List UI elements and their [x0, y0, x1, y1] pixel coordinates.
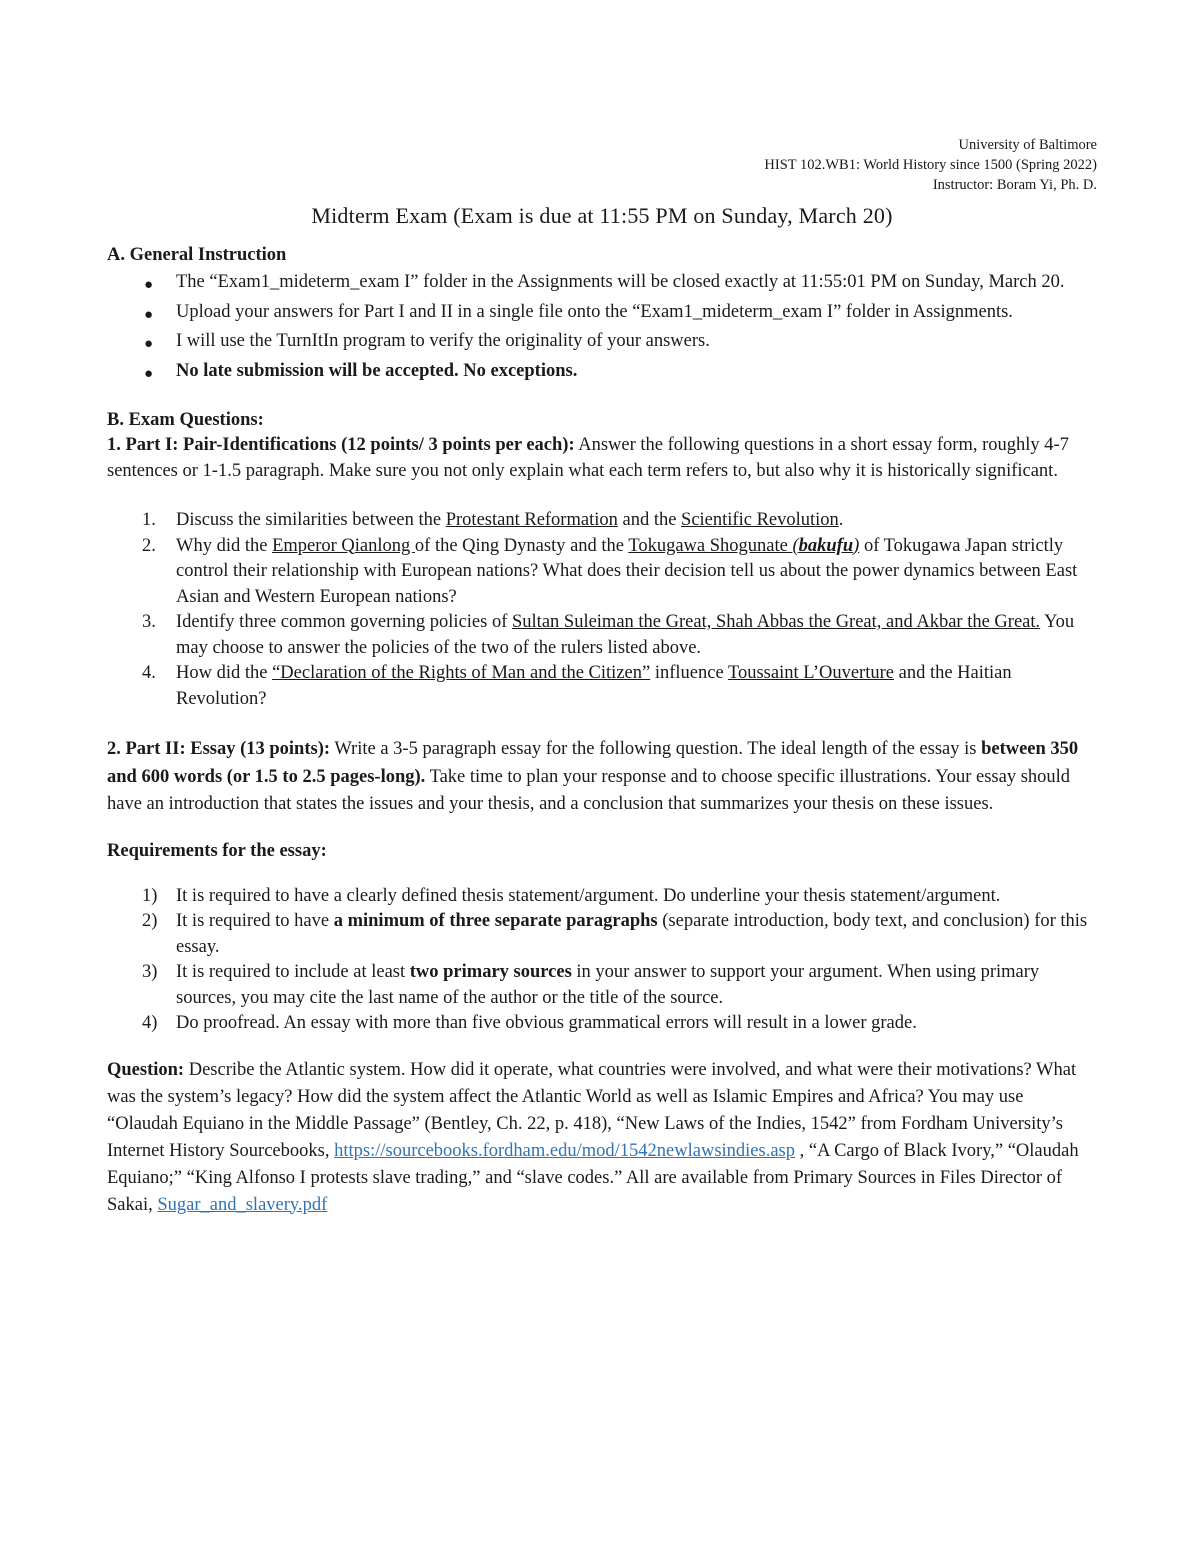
instruction-list [107, 270, 1097, 384]
course-name: HIST 102.WB1: World History since 1500 (Spring 2022) [764, 157, 1097, 173]
part1-question-list [107, 508, 1097, 712]
sugar-and-slavery-link[interactable]: Sugar_and_slavery.pdf [157, 1194, 328, 1215]
list-item: 3) It is required to include at least two primary sources in your answer to support your argument. When using primary sources, you may cite the last name of the author or the title of the source. [142, 962, 1040, 1008]
part1-instructions: 1. Part I: Pair-Identifications (12 points/ 3 points per each): Answer the following questions in a short essay form, roughly 4-7 sentences or 1-1.5 paragraph. Make sure you not only explain what each term refers to, but also why it is historically significant. [107, 435, 1069, 481]
document-page [107, 135, 1097, 1219]
term-tokugawa-shogunate: Tokugawa Shogunate (bakufu) [628, 535, 860, 556]
list-item: ● The “Exam1_mideterm_exam I” folder in the Assignments will be closed exactly at 11:55:01 PM on Sunday, March 20. [107, 270, 1097, 296]
bullet-icon: ● [144, 365, 154, 382]
term-declaration-rights: “Declaration of the Rights of Man and the Citizen” [272, 663, 651, 683]
part2-instructions: 2. Part II: Essay (13 points): Write a 3-5 paragraph essay for the following question. The ideal length of the essay is between 350 and 600 words (or 1.5 to 2.5 pages-long). Take time to plan your response and to choose specific illustrations. Your essay should have an introduction that states the issues and your thesis, and a conclusion that summarizes your thesis on these issues. [107, 739, 1079, 814]
section-a-heading: A. General Instruction [107, 245, 287, 265]
section-b-heading: B. Exam Questions: [107, 410, 264, 430]
list-item: 4. How did the “Declaration of the Rights of Man and the Citizen” influence Toussaint L’Ouverture and the Haitian Revolution? [142, 663, 1012, 709]
bullet-icon: ● [144, 306, 154, 323]
term-rulers: Sultan Suleiman the Great, Shah Abbas the Great, and Akbar the Great. [512, 612, 1041, 632]
list-item: ● No late submission will be accepted. No exceptions. [107, 359, 1097, 385]
list-item: ● I will use the TurnItIn program to verify the originality of your answers. [107, 329, 1097, 355]
instructor-name: Instructor: Boram Yi, Ph. D. [932, 177, 1097, 193]
institution-name: University of Baltimore [958, 137, 1097, 153]
list-item: 2) It is required to have a minimum of three separate paragraphs (separate introduction, body text, and conclusion) for this essay. [142, 911, 1088, 957]
document-header [107, 135, 1097, 195]
essay-question: Question: Describe the Atlantic system. How did it operate, what countries were involved, and what were their motivations? What was the system’s legacy? How did the system affect the Atlantic World as well as Islamic Empires and Africa? You may use “Olaudah Equiano in the Middle Passage” (Bentley, Ch. 22, p. 418), “New Laws of the Indies, 1542” from Fordham University’s Internet History Sourcebooks, https://sourcebooks.fordham.edu/mod/1542newlawsindies.asp , “A Cargo of Black Ivory,” “Olaudah Equiano;” “King Alfonso I protests slave trading,” and “slave codes.” All are available from Primary Sources in Files Director of Sakai, Sugar_and_slavery.pdf [107, 1059, 1079, 1215]
list-item: 2. Why did the Emperor Qianlong of the Qing Dynasty and the Tokugawa Shogunate (bakufu) of Tokugawa Japan strictly control their relationship with European nations? What does their decision tell us about the power dynamics between East Asian and Western European nations? [142, 535, 1078, 607]
term-emperor-qianlong: Emperor Qianlong [272, 535, 415, 556]
list-item: 1. Discuss the similarities between the Protestant Reformation and the Scientific Revolution. [142, 510, 844, 530]
list-item: 3. Identify three common governing policies of Sultan Suleiman the Great, Shah Abbas the Great, and Akbar the Great. You may choose to answer the policies of the two of the rulers listed above. [142, 612, 1075, 658]
list-item: ● Upload your answers for Part I and II in a single file onto the “Exam1_mideterm_exam I” folder in Assignments. [107, 300, 1097, 326]
list-item: 4) Do proofread. An essay with more than five obvious grammatical errors will result in a lower grade. [142, 1013, 917, 1033]
bullet-icon: ● [144, 277, 154, 293]
bullet-icon: ● [144, 336, 154, 352]
list-item: 1) It is required to have a clearly defined thesis statement/argument. Do underline your thesis statement/argument. [142, 885, 1001, 906]
fordham-sourcebook-link[interactable]: https://sourcebooks.fordham.edu/mod/1542newlawsindies.asp [334, 1140, 796, 1161]
term-scientific-revolution: Scientific Revolution [681, 510, 839, 530]
page-title: Midterm Exam (Exam is due at 11:55 PM on Sunday, March 20) [311, 203, 893, 228]
term-toussaint: Toussaint L’Ouverture [727, 663, 894, 683]
requirements-heading: Requirements for the essay: [107, 840, 327, 861]
requirements-list [107, 884, 1097, 1037]
term-protestant-reformation: Protestant Reformation [445, 510, 618, 530]
